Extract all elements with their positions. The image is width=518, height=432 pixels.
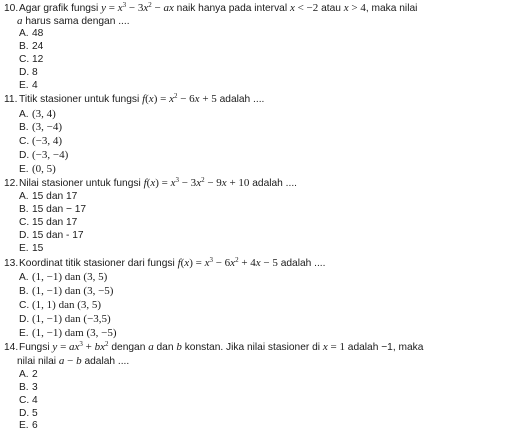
- option-a[interactable]: [19, 272, 107, 283]
- question-text: Koordinat titik stasioner dari fungsi: [19, 258, 178, 269]
- math-expression: $f(x) = x^3 - 3x^2 - 9x + 10$: [143, 176, 250, 189]
- option-b[interactable]: [19, 205, 86, 215]
- option-text: (−3, −4): [32, 149, 69, 161]
- option-letter: B.: [19, 382, 29, 393]
- question-number: 14.: [4, 342, 19, 353]
- option-c[interactable]: [19, 396, 38, 406]
- option-a[interactable]: [19, 370, 38, 380]
- option-d[interactable]: [19, 150, 68, 161]
- option-e[interactable]: [19, 421, 38, 431]
- option-letter: B.: [19, 286, 29, 297]
- option-c[interactable]: [19, 136, 62, 147]
- option-text: 3: [32, 382, 38, 393]
- option-text: 15: [32, 243, 44, 254]
- math-expression: x = 1: [322, 341, 345, 353]
- option-c[interactable]: [19, 300, 101, 311]
- option-letter: A.: [19, 109, 29, 120]
- question-14-continuation: [17, 356, 129, 367]
- question-text: adalah ....: [216, 94, 265, 105]
- option-a[interactable]: [19, 109, 56, 120]
- question-number: 10.: [4, 3, 19, 14]
- option-text: 8: [32, 67, 38, 78]
- option-e[interactable]: [19, 328, 117, 339]
- option-text: (3, −4): [32, 121, 63, 133]
- option-a[interactable]: [19, 29, 43, 39]
- question-text: harus sama dengan ....: [22, 16, 130, 27]
- option-c[interactable]: [19, 218, 77, 228]
- option-d[interactable]: [19, 314, 111, 325]
- option-letter: D.: [19, 314, 30, 325]
- question-text: atau: [318, 3, 344, 14]
- question-12-stem: [4, 178, 297, 189]
- option-letter: D.: [19, 67, 30, 78]
- option-letter: E.: [19, 420, 29, 431]
- question-text: dengan: [108, 342, 149, 353]
- question-text: naik hanya pada interval: [173, 3, 290, 14]
- question-text: adalah ....: [249, 178, 297, 189]
- option-text: 12: [32, 54, 44, 65]
- option-e[interactable]: [19, 81, 38, 91]
- option-letter: E.: [19, 80, 29, 91]
- question-text: , maka nilai: [365, 3, 418, 14]
- option-letter: A.: [19, 28, 29, 39]
- option-b[interactable]: [19, 122, 62, 133]
- question-text: nilai nilai: [17, 356, 59, 367]
- math-expression: a − b: [58, 355, 82, 367]
- math-expression: x > 4: [343, 2, 366, 14]
- option-text: 4: [32, 395, 38, 406]
- math-expression: $f(x) = x^3 - 6x^2 + 4x - 5$: [177, 256, 278, 269]
- option-text: 48: [32, 28, 44, 39]
- option-text: (1, −1) dan (3, 5): [32, 271, 108, 283]
- option-text: 15 dan − 17: [32, 204, 87, 215]
- option-letter: B.: [19, 41, 29, 52]
- question-number: 13.: [4, 258, 19, 269]
- option-text: (1, 1) dan (3, 5): [32, 299, 102, 311]
- option-b[interactable]: [19, 383, 38, 393]
- option-text: (0, 5): [32, 163, 56, 175]
- question-text: adalah ....: [81, 356, 130, 367]
- option-text: 15 dan - 17: [32, 230, 84, 241]
- question-text: Titik stasioner untuk fungsi: [19, 94, 143, 105]
- math-expression: $f(x) = x^2 - 6x + 5$: [142, 92, 217, 105]
- option-text: (3, 4): [32, 108, 56, 120]
- question-number: 11.: [4, 94, 18, 105]
- math-expression: x < −2: [289, 2, 319, 14]
- option-text: 5: [32, 408, 38, 419]
- math-expression: $y = x^3 - 3x^2$ − ax: [101, 1, 174, 14]
- option-text: 15 dan 17: [32, 217, 78, 228]
- option-letter: D.: [19, 408, 30, 419]
- option-text: 6: [32, 420, 38, 431]
- math-variable: a: [148, 341, 154, 353]
- option-letter: A.: [19, 369, 29, 380]
- math-expression: $y = ax^3 + bx^2$: [52, 340, 109, 353]
- math-variable: b: [176, 341, 182, 353]
- option-letter: E.: [19, 328, 29, 339]
- question-text: Nilai stasioner untuk fungsi: [19, 178, 144, 189]
- option-letter: C.: [19, 136, 30, 147]
- question-text: konstan. Jika nilai stasioner di: [181, 342, 323, 353]
- question-10-stem: [4, 3, 417, 14]
- question-number: 12.: [4, 178, 19, 189]
- question-text: adalah −1, maka: [344, 342, 424, 353]
- option-b[interactable]: [19, 286, 113, 297]
- option-e[interactable]: [19, 244, 43, 254]
- option-letter: B.: [19, 204, 29, 215]
- option-letter: C.: [19, 395, 30, 406]
- question-10-continuation: [17, 16, 130, 27]
- option-d[interactable]: [19, 231, 84, 241]
- option-letter: A.: [19, 272, 29, 283]
- option-letter: D.: [19, 150, 30, 161]
- question-text: Fungsi: [19, 342, 53, 353]
- option-d[interactable]: [19, 68, 38, 78]
- option-e[interactable]: [19, 164, 56, 175]
- question-text: dan: [153, 342, 177, 353]
- option-b[interactable]: [19, 42, 43, 52]
- option-letter: C.: [19, 54, 30, 65]
- option-text: 4: [32, 80, 38, 91]
- option-text: (1, −1) dam (3, −5): [32, 327, 117, 339]
- option-text: 2: [32, 369, 38, 380]
- option-text: (−3, 4): [32, 135, 63, 147]
- math-variable: a: [17, 15, 23, 27]
- option-letter: C.: [19, 217, 30, 228]
- option-d[interactable]: [19, 409, 38, 419]
- question-text: Agar grafik fungsi: [19, 3, 102, 14]
- question-14-stem: [4, 342, 423, 353]
- option-a[interactable]: [19, 192, 77, 202]
- option-text: (1, −1) dan (3, −5): [32, 285, 114, 297]
- question-text: adalah ....: [277, 258, 326, 269]
- option-letter: E.: [19, 243, 29, 254]
- option-letter: C.: [19, 300, 30, 311]
- option-c[interactable]: [19, 55, 43, 65]
- question-13-stem: [4, 258, 325, 269]
- question-11-stem: [4, 94, 264, 105]
- option-text: 24: [32, 41, 44, 52]
- option-text: 15 dan 17: [32, 191, 78, 202]
- option-letter: E.: [19, 164, 29, 175]
- option-letter: D.: [19, 230, 30, 241]
- option-text: (1, −1) dan (−3,5): [32, 313, 111, 325]
- option-letter: B.: [19, 122, 29, 133]
- option-letter: A.: [19, 191, 29, 202]
